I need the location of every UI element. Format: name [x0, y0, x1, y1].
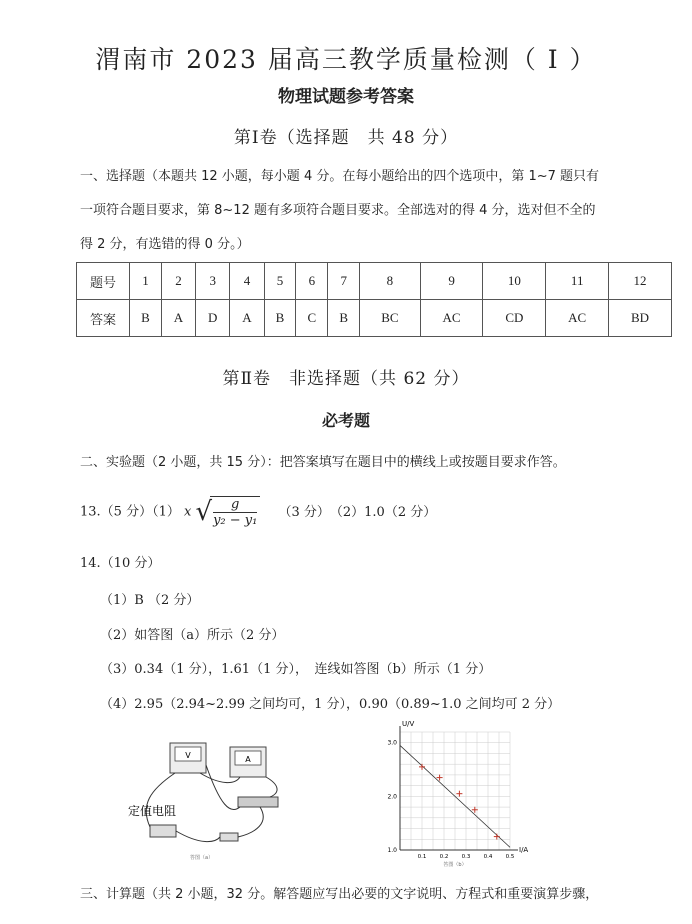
table-cell: A [161, 300, 195, 337]
table-cell: 6 [296, 263, 328, 300]
voltmeter-label: V [185, 751, 191, 760]
ui-chart-figure-b [370, 718, 540, 868]
table-cell: B [328, 300, 360, 337]
section1-line3: 得 2 分，有选错的得 0 分。） [80, 237, 250, 252]
ammeter-label: A [245, 755, 251, 764]
q14-part4: （4）2.95（2.94~2.99 之间均可，1 分），0.90（0.89~1.0 之间均可 2 分） [100, 697, 561, 712]
q13-numerator: g [213, 497, 257, 513]
resistor-icon [150, 825, 176, 837]
table-cell: C [296, 300, 328, 337]
table-cell: 9 [420, 263, 483, 300]
table-cell: 3 [196, 263, 230, 300]
table-cell: A [230, 300, 264, 337]
data-point [456, 791, 462, 797]
switch-icon [220, 833, 238, 841]
x-tick-label: 0.2 [439, 854, 449, 860]
table-header-cell: 题号 [77, 263, 130, 300]
y-tick-label: 3.0 [387, 739, 397, 747]
table-cell: 5 [264, 263, 296, 300]
q14-part1: （1）B （2 分） [100, 593, 200, 608]
q14-part2: （2）如答图（a）所示（2 分） [100, 628, 285, 643]
data-point [419, 764, 425, 770]
q13-prefix: 13.（5 分）（1） [80, 504, 180, 520]
table-cell: BD [609, 300, 672, 337]
part2-heading: 第Ⅱ卷 非选择题（共 62 分） [222, 369, 470, 389]
table-cell: 11 [546, 263, 609, 300]
section2-instructions: 二、实验题（2 小题，共 15 分）：把答案填写在题目中的横线上或按题目要求作答。 [80, 455, 566, 470]
section3-instructions: 三、计算题（共 2 小题，32 分。解答题应写出必要的文字说明、方程式和重要演算步骤， [80, 887, 599, 902]
question-14-head: 14.（10 分） [80, 556, 161, 571]
table-cell: 12 [609, 263, 672, 300]
table-cell: 8 [360, 263, 420, 300]
part1-heading: 第Ⅰ卷（选择题 共 48 分） [233, 128, 459, 148]
x-axis-label: I/A [519, 846, 529, 854]
y-axis-label: U/V [402, 720, 415, 728]
table-cell: 4 [230, 263, 264, 300]
table-row-answers [77, 300, 672, 337]
table-cell: AC [420, 300, 483, 337]
table-cell: 7 [328, 263, 360, 300]
table-cell: 1 [130, 263, 162, 300]
resistor-label: 定值电阻 [128, 804, 177, 818]
table-cell: B [264, 300, 296, 337]
q13-rest: （3 分） （2）1.0（2 分） [278, 504, 437, 520]
ammeter-icon [230, 747, 266, 777]
x-tick-label: 0.1 [417, 854, 427, 860]
q13-x: x [184, 504, 192, 520]
table-header-cell: 答案 [77, 300, 130, 337]
x-tick-label: 0.3 [461, 854, 471, 860]
y-tick-label: 1.0 [387, 847, 397, 854]
required-heading: 必考题 [321, 411, 370, 430]
table-cell: CD [483, 300, 546, 337]
question-13 [80, 496, 436, 528]
table-cell: AC [546, 300, 609, 337]
y-tick-label: 2.0 [387, 793, 397, 801]
circuit-diagram-figure-a [120, 735, 290, 865]
table-cell: 10 [483, 263, 546, 300]
table-cell: D [196, 300, 230, 337]
figure-b-caption: 答图（b） [443, 862, 467, 868]
answer-table [76, 262, 672, 337]
table-cell: B [130, 300, 162, 337]
table-row-numbers [77, 263, 672, 300]
section1-instructions [80, 160, 680, 262]
x-tick-label: 0.5 [505, 854, 515, 860]
sqrt-symbol-icon: √ [195, 497, 213, 527]
rheostat-icon [238, 797, 278, 807]
section1-line2: 一项符合题目要求，第 8~12 题有多项符合题目要求。全部选对的得 4 分，选对但不全的 [80, 203, 596, 218]
table-cell: 2 [161, 263, 195, 300]
x-tick-label: 0.4 [483, 854, 493, 860]
q13-denominator: y₂ − y₁ [213, 513, 258, 528]
page-subtitle: 物理试题参考答案 [278, 87, 414, 107]
table-cell: BC [360, 300, 420, 337]
section1-line1: 一、选择题（本题共 12 小题，每小题 4 分。在每小题给出的四个选项中，第 1~7 题只有 [80, 169, 600, 184]
figure-a-caption: 答图（a） [190, 855, 214, 861]
page-title: 渭南市 2023 届高三教学质量检测（ Ⅰ ） [95, 45, 597, 74]
voltmeter-icon [170, 743, 206, 773]
q14-part3: （3）0.34（1 分），1.61（1 分）， 连线如答图（b）所示（1 分） [100, 662, 492, 677]
q13-fraction [210, 496, 260, 528]
